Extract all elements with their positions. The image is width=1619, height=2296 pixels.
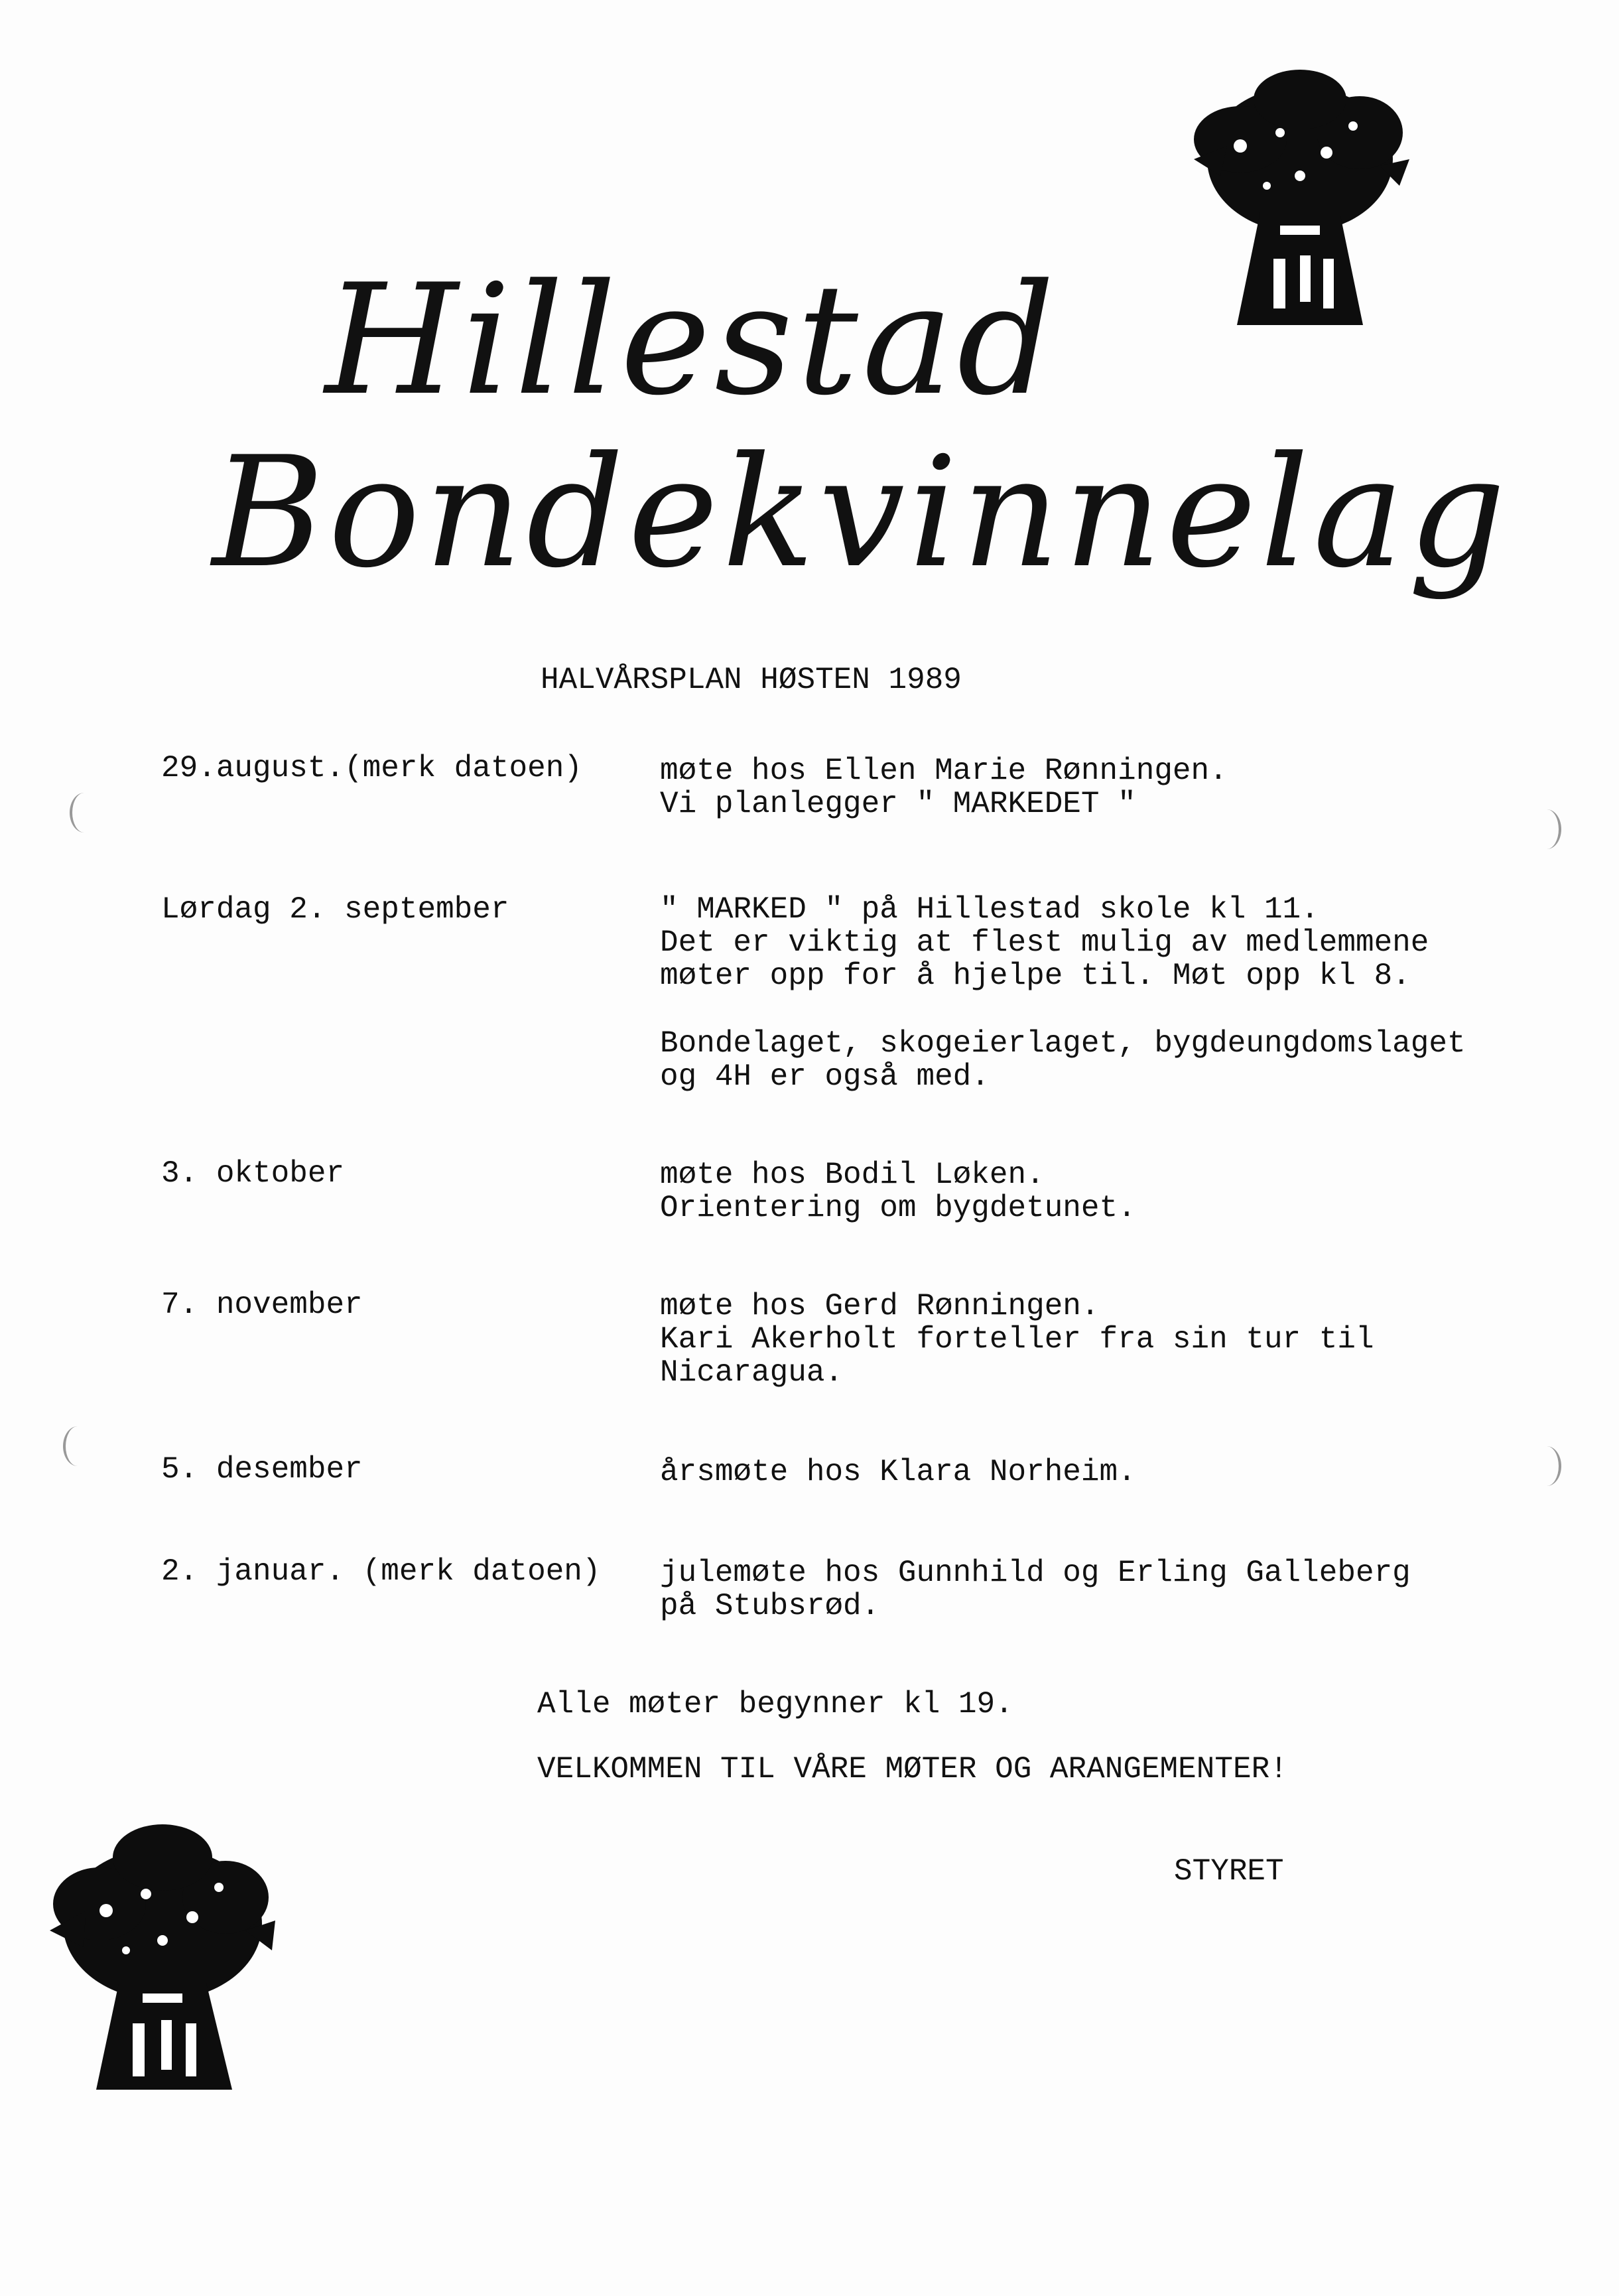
- event-date: 3. oktober: [161, 1156, 345, 1191]
- hole-punch-mark: [1532, 1446, 1561, 1486]
- event-line: møte hos Gerd Rønningen.: [660, 1289, 1100, 1323]
- event-line: årsmøte hos Klara Norheim.: [660, 1455, 1136, 1489]
- hole-punch-mark: [70, 793, 99, 833]
- event-line: Vi planlegger " MARKEDET ": [660, 787, 1136, 821]
- event-line: møte hos Bodil Løken.: [660, 1158, 1045, 1192]
- plan-subtitle: HALVÅRSPLAN HØSTEN 1989: [541, 663, 962, 697]
- event-date: 29.august.(merk datoen): [161, 751, 582, 785]
- event-date: 2. januar. (merk datoen): [161, 1554, 601, 1589]
- event-date: Lørdag 2. september: [161, 892, 509, 927]
- event-line: Orientering om bygdetunet.: [660, 1191, 1136, 1225]
- event-line: møte hos Ellen Marie Rønningen.: [660, 754, 1228, 788]
- event-date: 5. desember: [161, 1452, 363, 1487]
- page-title-line-2: Bondekvinnelag: [212, 425, 1510, 602]
- meeting-time-note: Alle møter begynner kl 19.: [537, 1687, 1013, 1722]
- page-title: Hillestad: [325, 252, 1059, 429]
- event-line: " MARKED " på Hillestad skole kl 11.: [660, 892, 1319, 927]
- event-line: Nicaragua.: [660, 1355, 844, 1390]
- event-line: Bondelaget, skogeierlaget, bygdeungdomslaget: [660, 1026, 1466, 1061]
- event-date: 7. november: [161, 1288, 363, 1322]
- event-line: møter opp for å hjelpe til. Møt opp kl 8.: [660, 959, 1411, 993]
- wheat-sheaf-icon: [1181, 60, 1419, 338]
- event-line: og 4H er også med.: [660, 1059, 990, 1094]
- event-line: på Stubsrød.: [660, 1589, 880, 1623]
- wheat-sheaf-icon: [43, 1818, 282, 2103]
- welcome-message: VELKOMMEN TIL VÅRE MØTER OG ARANGEMENTER!: [537, 1752, 1288, 1787]
- event-line: julemøte hos Gunnhild og Erling Galleberg: [660, 1556, 1411, 1590]
- hole-punch-mark: [63, 1426, 92, 1466]
- signature: STYRET: [1174, 1854, 1284, 1889]
- hole-punch-mark: [1532, 809, 1561, 849]
- event-line: Det er viktig at flest mulig av medlemmene: [660, 925, 1429, 960]
- event-line: Kari Akerholt forteller fra sin tur til: [660, 1322, 1374, 1357]
